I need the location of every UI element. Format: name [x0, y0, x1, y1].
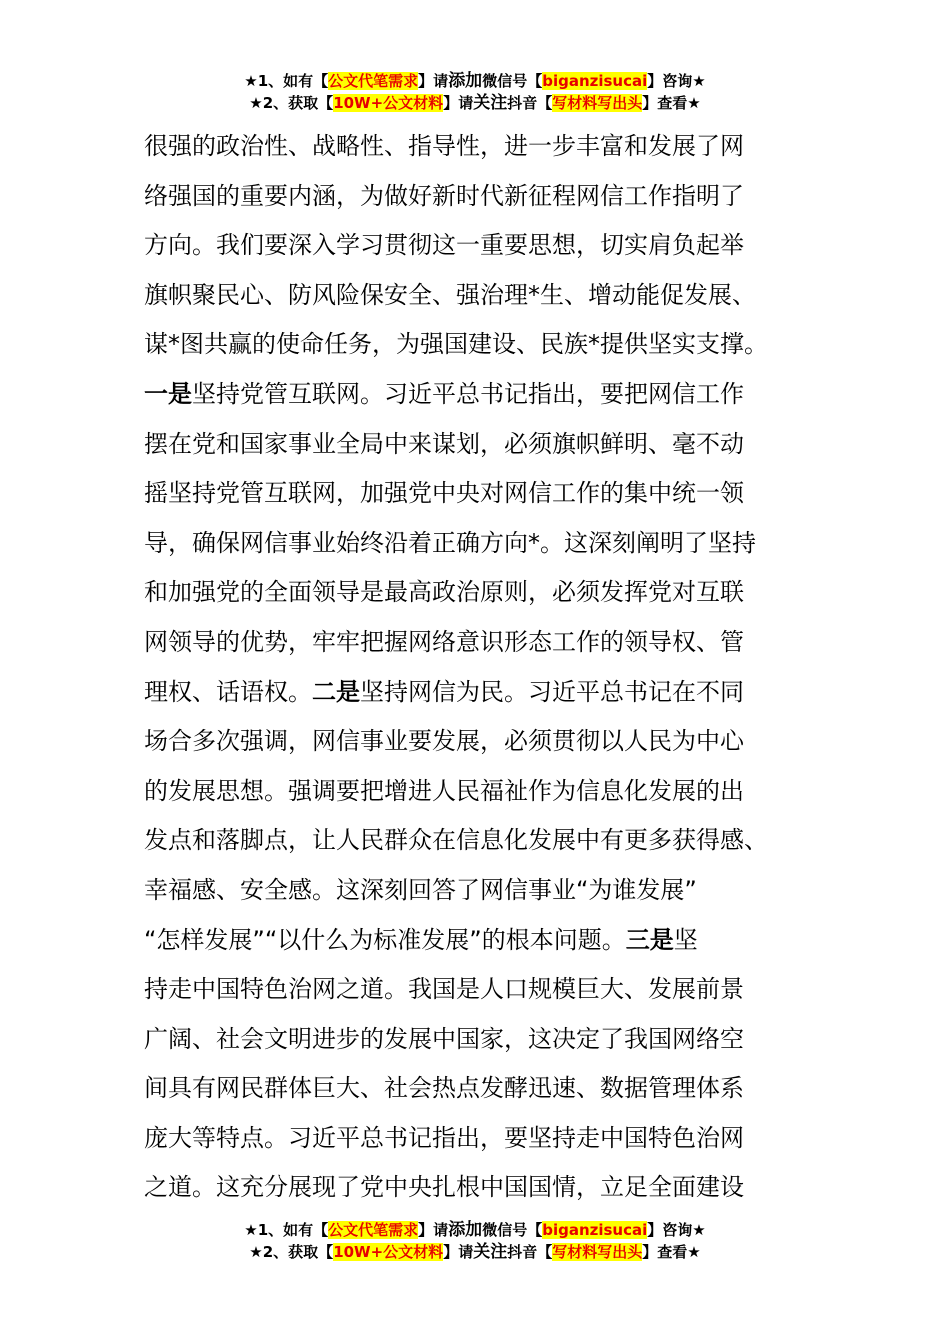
body-line: 导，确保网信事业始终沿着正确方向*。这深刻阐明了坚持 [144, 528, 756, 557]
banner-highlight: 10W+公文材料 [333, 94, 444, 112]
banner-keyword: 关注 [473, 93, 508, 113]
body-text: “怎样发展”“以什么为标准发展”的根本问题。 [144, 925, 626, 954]
body-text: 坚 [673, 925, 698, 954]
banner-text: 】查看★ [642, 94, 701, 112]
banner-text: ★2、获取【 [249, 1243, 334, 1261]
banner-text: ★1、如有【 [244, 1221, 329, 1239]
body-line: 摇坚持党管互联网，加强党中央对网信工作的集中统一领 [144, 479, 744, 508]
document-body [144, 122, 804, 1213]
banner-text: 】咨询★ [647, 1221, 706, 1239]
body-line: 络强国的重要内涵，为做好新时代新征程网信工作指明了 [144, 181, 744, 210]
banner-keyword: 添加 [448, 1220, 483, 1240]
banner-line-1 [0, 1219, 950, 1241]
point-marker-2: 二是 [312, 677, 360, 706]
banner-line-1 [0, 70, 950, 92]
body-text: 坚持党管互联网。习近平总书记指出，要把网信工作 [192, 379, 744, 408]
body-line: 幸福感、安全感。这深刻回答了网信事业“为谁发展” [144, 875, 697, 904]
body-text: 坚持网信为民。习近平总书记在不同 [360, 677, 744, 706]
banner-douyin-id: 写材料写出头 [552, 94, 643, 112]
banner-keyword: 添加 [448, 71, 483, 91]
banner-highlight: 公文代笔需求 [328, 72, 419, 90]
body-line [144, 370, 804, 420]
banner-keyword: 关注 [473, 1242, 508, 1262]
body-line: 和加强党的全面领导是最高政治原则，必须发挥党对互联 [144, 578, 744, 607]
body-text: 理权、话语权。 [144, 677, 312, 706]
banner-text: 】请 [443, 94, 474, 112]
point-marker-1: 一是 [144, 379, 192, 408]
body-line: 谋*图共赢的使命任务，为强国建设、民族*提供坚实支撑。 [144, 330, 768, 359]
body-line: 方向。我们要深入学习贯彻这一重要思想，切实肩负起举 [144, 231, 744, 260]
banner-text: 】请 [443, 1243, 474, 1261]
banner-text: 】请 [418, 72, 449, 90]
point-marker-3: 三是 [625, 925, 674, 954]
banner-line-2 [0, 1241, 950, 1263]
body-line: 间具有网民群体巨大、社会热点发酵迅速、数据管理体系 [144, 1074, 744, 1103]
body-line: 场合多次强调，网信事业要发展，必须贯彻以人民为中心 [144, 727, 744, 756]
banner-line-2 [0, 92, 950, 114]
header-banner [0, 70, 950, 114]
banner-wechat-id: biganzisucai [542, 72, 648, 90]
banner-text: 】查看★ [642, 1243, 701, 1261]
banner-text: 微信号【 [482, 1221, 543, 1239]
banner-douyin-id: 写材料写出头 [552, 1243, 643, 1261]
body-line: 庞大等特点。习近平总书记指出，要坚持走中国特色治网 [144, 1123, 744, 1152]
body-line: 发点和落脚点，让人民群众在信息化发展中有更多获得感、 [144, 826, 768, 855]
banner-text: 抖音【 [507, 94, 553, 112]
banner-text: ★2、获取【 [249, 94, 334, 112]
banner-text: 】咨询★ [647, 72, 706, 90]
banner-wechat-id: biganzisucai [542, 1221, 648, 1239]
body-line [144, 916, 804, 966]
banner-text: ★1、如有【 [244, 72, 329, 90]
footer-banner [0, 1219, 950, 1263]
banner-highlight: 公文代笔需求 [328, 1221, 419, 1239]
banner-text: 抖音【 [507, 1243, 553, 1261]
body-line [144, 668, 804, 718]
body-line: 网领导的优势，牢牢把握网络意识形态工作的领导权、管 [144, 627, 744, 656]
banner-text: 微信号【 [482, 72, 543, 90]
body-line: 持走中国特色治网之道。我国是人口规模巨大、发展前景 [144, 975, 744, 1004]
body-line: 广阔、社会文明进步的发展中国家，这决定了我国网络空 [144, 1024, 744, 1053]
banner-text: 】请 [418, 1221, 449, 1239]
body-line: 的发展思想。强调要把增进人民福祉作为信息化发展的出 [144, 776, 744, 805]
body-line: 摆在党和国家事业全局中来谋划，必须旗帜鲜明、毫不动 [144, 429, 744, 458]
body-line: 很强的政治性、战略性、指导性，进一步丰富和发展了网 [144, 132, 744, 160]
body-line: 旗帜聚民心、防风险保安全、强治理*生、增动能促发展、 [144, 280, 756, 309]
body-line: 之道。这充分展现了党中央扎根中国国情，立足全面建设 [144, 1173, 744, 1202]
banner-highlight: 10W+公文材料 [333, 1243, 444, 1261]
